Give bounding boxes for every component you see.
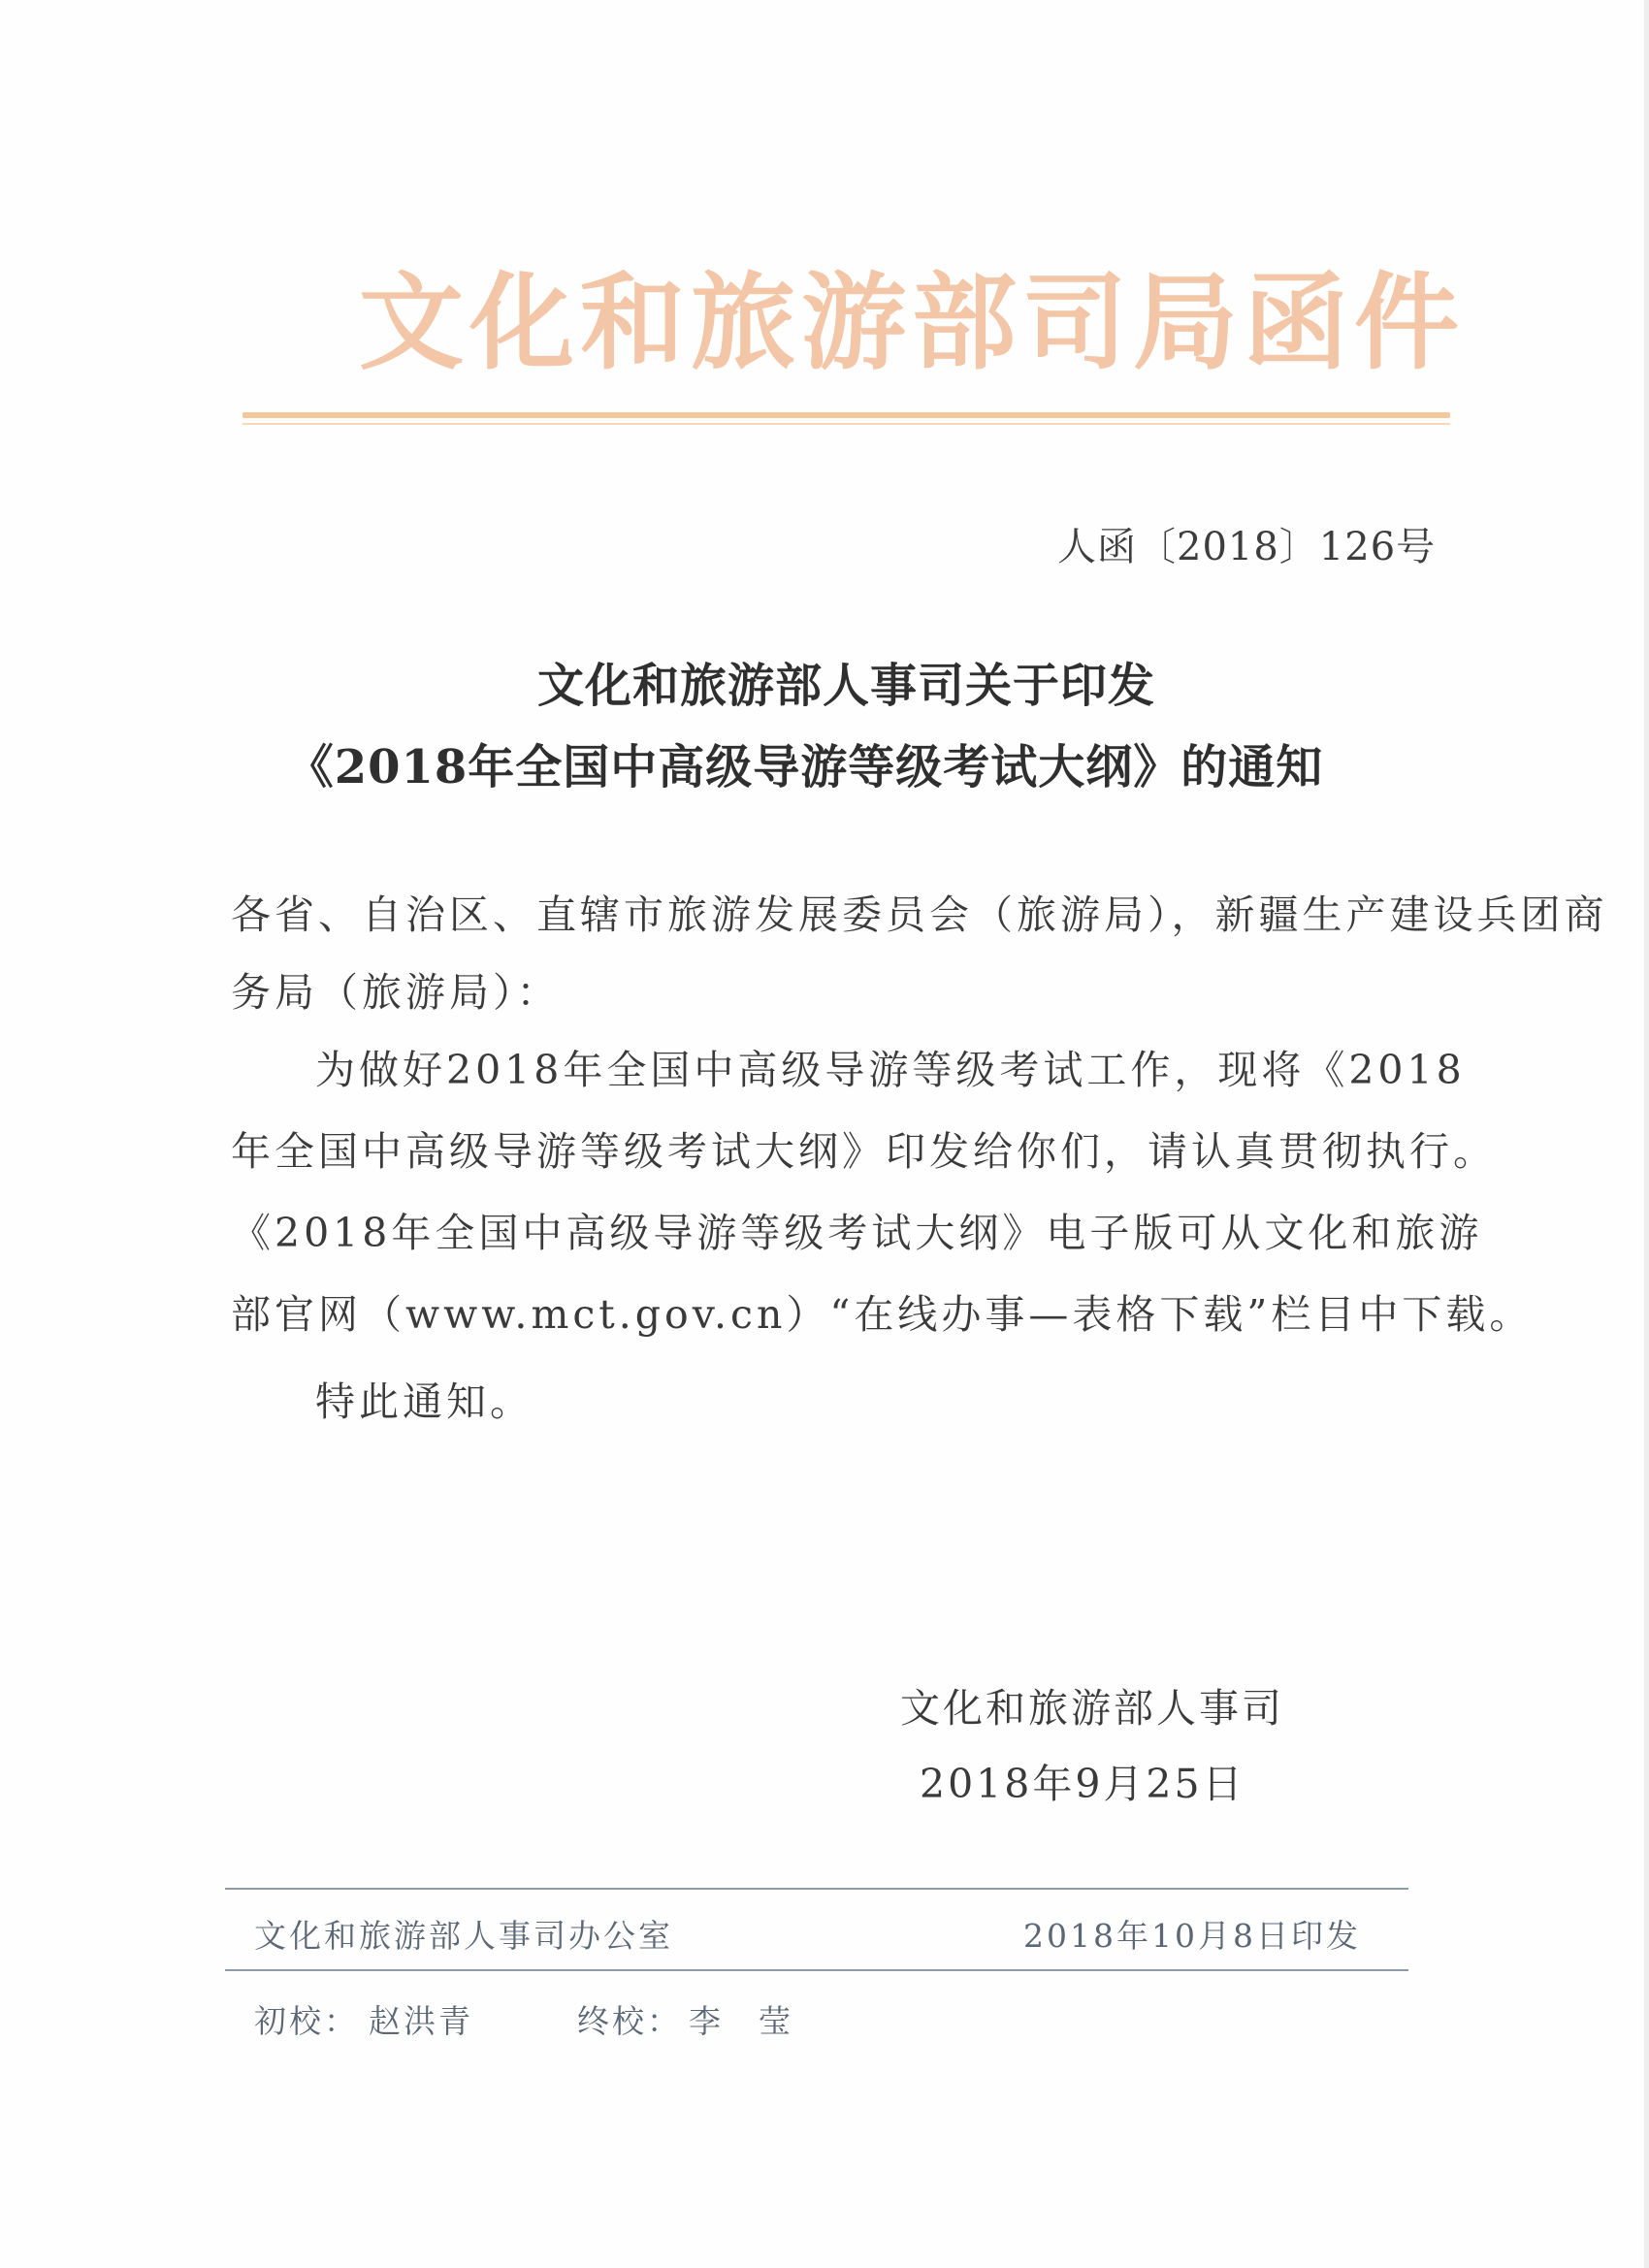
closing-phrase: 特此通知。 [315,1378,534,1425]
first-proof-name: 赵洪青 [369,2002,473,2040]
document-title-line1: 文化和旅游部人事司关于印发 [536,659,1155,713]
footer-office: 文化和旅游部人事司办公室 [254,1917,673,1955]
body-paragraph-line3: 《2018年全国中高级导游等级考试大纲》电子版可从文化和旅游 [231,1210,1483,1256]
document-number: 人函〔2018〕126号 [1057,525,1437,569]
scan-edge [1644,0,1649,2268]
addressee-line1: 各省、自治区、直辖市旅游发展委员会（旅游局），新疆生产建设兵团商 [231,891,1608,938]
letterhead-title: 文化和旅游部司局函件 [359,262,1466,384]
addressee-line2: 务局（旅游局）： [231,969,561,1016]
final-proof-label: 终校： [577,2002,682,2040]
signature-date: 2018年9月25日 [920,1761,1245,1807]
footer-rule-top [225,1888,1408,1890]
first-proof-label: 初校： [254,2002,359,2040]
final-proof-name: 李 莹 [689,2002,793,2040]
letterhead-rule-thin [242,423,1450,425]
document-title-line2: 《2018年全国中高级导游等级考试大纲》的通知 [286,740,1324,794]
signature-organization: 文化和旅游部人事司 [900,1685,1284,1732]
letterhead-rule [242,412,1450,418]
body-paragraph-line1: 为做好2018年全国中高级导游等级考试工作，现将《2018 [315,1047,1466,1093]
body-paragraph-line2: 年全国中高级导游等级考试大纲》印发给你们，请认真贯彻执行。 [231,1128,1497,1175]
footer-rule-bottom [225,1969,1408,1971]
body-paragraph-line4: 部官网（www.mct.gov.cn）“在线办事—表格下载”栏目中下载。 [231,1291,1534,1338]
footer-print-date: 2018年10月8日印发 [1023,1917,1361,1955]
